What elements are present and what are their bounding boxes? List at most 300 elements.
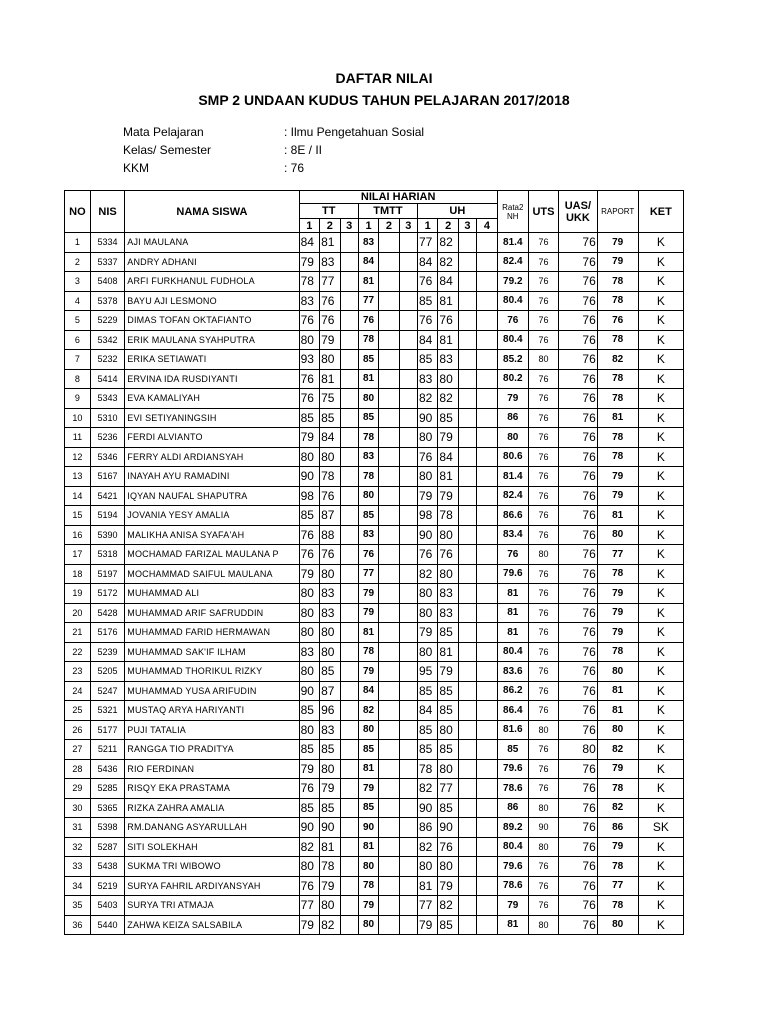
cell-uh-1: 76	[417, 272, 437, 292]
cell-tmtt-2	[379, 506, 399, 526]
cell-uas: 76	[559, 428, 598, 448]
cell-uh-1: 79	[417, 623, 437, 643]
cell-tt-3	[340, 486, 358, 506]
cell-tmtt-3	[399, 759, 417, 779]
cell-ket: K	[638, 720, 683, 740]
cell-ket: K	[638, 506, 683, 526]
cell-raport: 78	[597, 779, 638, 799]
cell-tmtt-1: 77	[358, 564, 378, 584]
cell-nis: 5436	[90, 759, 124, 779]
cell-uh-4	[477, 584, 498, 604]
cell-no: 13	[65, 467, 91, 487]
cell-tt-3	[340, 603, 358, 623]
cell-ket: K	[638, 428, 683, 448]
cell-no: 16	[65, 525, 91, 545]
cell-tmtt-2	[379, 740, 399, 760]
cell-uh-1: 80	[417, 428, 437, 448]
cell-nis: 5310	[90, 408, 124, 428]
cell-no: 21	[65, 623, 91, 643]
cell-nis: 5176	[90, 623, 124, 643]
cell-uh-2: 82	[438, 896, 458, 916]
col-header-tt: TT	[299, 204, 358, 219]
cell-tt-3	[340, 291, 358, 311]
cell-ket: K	[638, 467, 683, 487]
cell-tmtt-3	[399, 408, 417, 428]
cell-tmtt-3	[399, 818, 417, 838]
cell-tmtt-3	[399, 642, 417, 662]
cell-uh-1: 84	[417, 330, 437, 350]
cell-nis: 5438	[90, 857, 124, 877]
cell-uts: 76	[528, 272, 558, 292]
cell-uh-2: 82	[438, 252, 458, 272]
cell-raport: 79	[597, 252, 638, 272]
cell-tt-1: 83	[299, 642, 319, 662]
cell-rata: 79.2	[497, 272, 528, 292]
cell-uh-4	[477, 369, 498, 389]
cell-uas: 76	[559, 857, 598, 877]
cell-uh-1: 78	[417, 759, 437, 779]
cell-nis: 5177	[90, 720, 124, 740]
cell-nama: AJI MAULANA	[125, 233, 299, 253]
cell-uh-2: 84	[438, 272, 458, 292]
cell-uh-3	[458, 350, 476, 370]
table-row	[65, 662, 684, 682]
cell-tt-3	[340, 369, 358, 389]
cell-uh-4	[477, 837, 498, 857]
cell-rata: 81.4	[497, 467, 528, 487]
cell-uts: 80	[528, 720, 558, 740]
cell-nis: 5343	[90, 389, 124, 409]
cell-ket: K	[638, 233, 683, 253]
grades-table	[64, 190, 684, 935]
cell-tt-3	[340, 759, 358, 779]
cell-raport: 79	[597, 233, 638, 253]
cell-ket: K	[638, 876, 683, 896]
cell-no: 25	[65, 701, 91, 721]
cell-nis: 5346	[90, 447, 124, 467]
cell-nama: INAYAH AYU RAMADINI	[125, 467, 299, 487]
cell-uts: 76	[528, 662, 558, 682]
cell-tt-3	[340, 233, 358, 253]
cell-tt-2: 83	[320, 720, 340, 740]
cell-rata: 83.6	[497, 662, 528, 682]
cell-rata: 85.2	[497, 350, 528, 370]
table-row	[65, 740, 684, 760]
document-subtitle: SMP 2 UNDAAN KUDUS TAHUN PELAJARAN 2017/2018	[198, 92, 570, 108]
cell-uh-1: 90	[417, 408, 437, 428]
cell-nis: 5318	[90, 545, 124, 565]
cell-uh-1: 77	[417, 233, 437, 253]
cell-tmtt-2	[379, 623, 399, 643]
cell-ket: K	[638, 525, 683, 545]
cell-uh-2: 83	[438, 584, 458, 604]
cell-ket: K	[638, 642, 683, 662]
cell-uts: 76	[528, 857, 558, 877]
cell-nama: MUSTAQ ARYA HARIYANTI	[125, 701, 299, 721]
cell-uh-2: 82	[438, 389, 458, 409]
cell-uh-4	[477, 525, 498, 545]
cell-no: 22	[65, 642, 91, 662]
cell-raport: 78	[597, 330, 638, 350]
cell-uh-2: 80	[438, 369, 458, 389]
cell-tt-2: 80	[320, 564, 340, 584]
cell-tt-3	[340, 740, 358, 760]
cell-tt-2: 80	[320, 623, 340, 643]
col-header-tt-3: 3	[340, 219, 358, 233]
table-row	[65, 369, 684, 389]
cell-tmtt-1: 76	[358, 311, 378, 331]
cell-uh-3	[458, 740, 476, 760]
cell-uh-1: 82	[417, 779, 437, 799]
cell-nis: 5287	[90, 837, 124, 857]
cell-tmtt-1: 84	[358, 681, 378, 701]
cell-tt-1: 80	[299, 857, 319, 877]
cell-ket: K	[638, 662, 683, 682]
cell-uh-4	[477, 701, 498, 721]
cell-nis: 5398	[90, 818, 124, 838]
cell-tmtt-1: 84	[358, 252, 378, 272]
cell-tt-3	[340, 779, 358, 799]
cell-raport: 82	[597, 740, 638, 760]
cell-tmtt-1: 78	[358, 876, 378, 896]
cell-tmtt-1: 90	[358, 818, 378, 838]
cell-no: 30	[65, 798, 91, 818]
cell-uts: 76	[528, 564, 558, 584]
cell-no: 6	[65, 330, 91, 350]
table-row	[65, 759, 684, 779]
cell-uh-3	[458, 447, 476, 467]
cell-tmtt-2	[379, 876, 399, 896]
cell-raport: 80	[597, 662, 638, 682]
cell-uh-1: 84	[417, 252, 437, 272]
cell-tmtt-3	[399, 915, 417, 935]
cell-uh-1: 82	[417, 837, 437, 857]
cell-raport: 79	[597, 837, 638, 857]
cell-uas: 80	[559, 740, 598, 760]
cell-rata: 80.4	[497, 642, 528, 662]
cell-nis: 5229	[90, 311, 124, 331]
cell-uh-1: 90	[417, 525, 437, 545]
cell-tt-1: 93	[299, 350, 319, 370]
cell-uts: 76	[528, 876, 558, 896]
table-row	[65, 857, 684, 877]
cell-tt-2: 76	[320, 291, 340, 311]
cell-uh-1: 83	[417, 369, 437, 389]
table-row	[65, 272, 684, 292]
col-header-tt-1: 1	[299, 219, 319, 233]
cell-tt-1: 79	[299, 564, 319, 584]
table-row	[65, 623, 684, 643]
cell-tmtt-3	[399, 584, 417, 604]
cell-tt-2: 79	[320, 330, 340, 350]
cell-uh-2: 85	[438, 408, 458, 428]
col-header-uas-line1: UAS/	[564, 199, 592, 212]
cell-ket: K	[638, 701, 683, 721]
cell-nama: BAYU AJI LESMONO	[125, 291, 299, 311]
cell-tmtt-2	[379, 564, 399, 584]
cell-uh-1: 81	[417, 876, 437, 896]
cell-uts: 76	[528, 428, 558, 448]
col-header-uas	[559, 191, 598, 233]
cell-tt-1: 79	[299, 915, 319, 935]
cell-uh-2: 79	[438, 428, 458, 448]
cell-uh-4	[477, 740, 498, 760]
cell-no: 7	[65, 350, 91, 370]
cell-nis: 5194	[90, 506, 124, 526]
cell-uts: 80	[528, 837, 558, 857]
cell-rata: 78.6	[497, 876, 528, 896]
cell-tmtt-2	[379, 252, 399, 272]
cell-rata: 85	[497, 740, 528, 760]
cell-nis: 5197	[90, 564, 124, 584]
cell-nis: 5390	[90, 525, 124, 545]
cell-nama: RIO FERDINAN	[125, 759, 299, 779]
col-header-tt-2: 2	[320, 219, 340, 233]
cell-uh-2: 80	[438, 564, 458, 584]
cell-uh-1: 76	[417, 311, 437, 331]
table-row	[65, 779, 684, 799]
cell-uh-3	[458, 252, 476, 272]
cell-rata: 86.6	[497, 506, 528, 526]
cell-tmtt-3	[399, 330, 417, 350]
cell-uts: 76	[528, 584, 558, 604]
col-header-uh: UH	[417, 204, 497, 219]
cell-uh-3	[458, 291, 476, 311]
cell-no: 19	[65, 584, 91, 604]
cell-nama: MOCHAMAD FARIZAL MAULANA P	[125, 545, 299, 565]
cell-tt-2: 80	[320, 447, 340, 467]
cell-uh-2: 81	[438, 642, 458, 662]
cell-nis: 5205	[90, 662, 124, 682]
info-label-kkm: KKM	[123, 161, 150, 175]
cell-tmtt-3	[399, 857, 417, 877]
cell-rata: 82.4	[497, 252, 528, 272]
cell-no: 3	[65, 272, 91, 292]
cell-uh-4	[477, 642, 498, 662]
cell-tt-3	[340, 545, 358, 565]
cell-tmtt-1: 85	[358, 350, 378, 370]
cell-uh-3	[458, 701, 476, 721]
cell-uh-3	[458, 467, 476, 487]
cell-rata: 86.4	[497, 701, 528, 721]
cell-no: 5	[65, 311, 91, 331]
cell-uh-3	[458, 798, 476, 818]
cell-tt-3	[340, 798, 358, 818]
info-value-kkm: : 76	[284, 161, 305, 175]
cell-tmtt-3	[399, 369, 417, 389]
cell-tmtt-3	[399, 681, 417, 701]
cell-tt-3	[340, 428, 358, 448]
cell-uh-3	[458, 311, 476, 331]
cell-tt-2: 80	[320, 350, 340, 370]
table-row	[65, 408, 684, 428]
cell-raport: 78	[597, 857, 638, 877]
cell-tmtt-3	[399, 798, 417, 818]
cell-ket: K	[638, 389, 683, 409]
cell-tt-1: 76	[299, 876, 319, 896]
cell-uh-3	[458, 330, 476, 350]
cell-uh-2: 85	[438, 915, 458, 935]
cell-uh-3	[458, 408, 476, 428]
cell-tmtt-3	[399, 506, 417, 526]
cell-tt-3	[340, 876, 358, 896]
cell-tt-2: 83	[320, 584, 340, 604]
cell-uh-4	[477, 876, 498, 896]
cell-tmtt-2	[379, 272, 399, 292]
table-row	[65, 291, 684, 311]
cell-ket: K	[638, 350, 683, 370]
cell-tt-3	[340, 467, 358, 487]
cell-tt-2: 77	[320, 272, 340, 292]
cell-raport: 79	[597, 486, 638, 506]
cell-uh-4	[477, 623, 498, 643]
table-row	[65, 584, 684, 604]
cell-no: 2	[65, 252, 91, 272]
cell-uts: 76	[528, 681, 558, 701]
cell-rata: 89.2	[497, 818, 528, 838]
cell-tmtt-2	[379, 330, 399, 350]
cell-uas: 76	[559, 252, 598, 272]
cell-tt-1: 80	[299, 662, 319, 682]
cell-rata: 80	[497, 428, 528, 448]
table-row	[65, 720, 684, 740]
cell-uh-4	[477, 506, 498, 526]
cell-uas: 76	[559, 876, 598, 896]
col-header-tmtt-2: 2	[379, 219, 399, 233]
cell-tt-1: 79	[299, 252, 319, 272]
cell-no: 26	[65, 720, 91, 740]
cell-uh-1: 80	[417, 584, 437, 604]
cell-nama: ARFI FURKHANUL FUDHOLA	[125, 272, 299, 292]
cell-uh-2: 80	[438, 720, 458, 740]
cell-uh-2: 79	[438, 662, 458, 682]
cell-tmtt-3	[399, 837, 417, 857]
cell-tt-2: 87	[320, 681, 340, 701]
cell-ket: K	[638, 369, 683, 389]
cell-uas: 76	[559, 272, 598, 292]
cell-uas: 76	[559, 311, 598, 331]
cell-tmtt-2	[379, 603, 399, 623]
cell-raport: 81	[597, 701, 638, 721]
cell-tt-2: 81	[320, 233, 340, 253]
cell-raport: 80	[597, 915, 638, 935]
cell-uh-2: 85	[438, 623, 458, 643]
cell-tmtt-3	[399, 720, 417, 740]
cell-uh-4	[477, 311, 498, 331]
cell-uas: 76	[559, 467, 598, 487]
cell-raport: 77	[597, 876, 638, 896]
cell-no: 32	[65, 837, 91, 857]
cell-raport: 78	[597, 369, 638, 389]
cell-raport: 81	[597, 408, 638, 428]
cell-uh-1: 82	[417, 564, 437, 584]
cell-tt-3	[340, 584, 358, 604]
table-row	[65, 876, 684, 896]
cell-tt-3	[340, 506, 358, 526]
cell-tmtt-2	[379, 681, 399, 701]
cell-uas: 76	[559, 525, 598, 545]
cell-uts: 76	[528, 740, 558, 760]
cell-tmtt-1: 78	[358, 428, 378, 448]
cell-uh-2: 77	[438, 779, 458, 799]
cell-tt-2: 85	[320, 408, 340, 428]
cell-uh-4	[477, 798, 498, 818]
cell-uh-4	[477, 486, 498, 506]
cell-rata: 86.2	[497, 681, 528, 701]
cell-ket: K	[638, 408, 683, 428]
cell-raport: 78	[597, 896, 638, 916]
cell-uh-4	[477, 291, 498, 311]
cell-tt-3	[340, 447, 358, 467]
cell-tmtt-2	[379, 584, 399, 604]
cell-raport: 78	[597, 428, 638, 448]
table-row	[65, 447, 684, 467]
cell-tt-2: 82	[320, 915, 340, 935]
table-row	[65, 486, 684, 506]
cell-tt-3	[340, 525, 358, 545]
cell-no: 27	[65, 740, 91, 760]
cell-uh-2: 83	[438, 350, 458, 370]
cell-ket: K	[638, 798, 683, 818]
cell-tmtt-2	[379, 428, 399, 448]
cell-tt-1: 76	[299, 389, 319, 409]
cell-nis: 5321	[90, 701, 124, 721]
cell-tmtt-1: 81	[358, 623, 378, 643]
cell-tt-1: 79	[299, 759, 319, 779]
cell-tmtt-3	[399, 486, 417, 506]
cell-uts: 76	[528, 291, 558, 311]
cell-no: 15	[65, 506, 91, 526]
cell-ket: K	[638, 837, 683, 857]
cell-tt-3	[340, 642, 358, 662]
cell-rata: 80.2	[497, 369, 528, 389]
cell-tt-1: 76	[299, 779, 319, 799]
cell-uas: 76	[559, 564, 598, 584]
cell-tt-2: 81	[320, 369, 340, 389]
cell-rata: 81	[497, 915, 528, 935]
cell-tt-1: 76	[299, 369, 319, 389]
cell-uh-2: 80	[438, 857, 458, 877]
cell-tmtt-2	[379, 389, 399, 409]
col-header-uh-1: 1	[417, 219, 437, 233]
cell-nama: MUHAMMAD ALI	[125, 584, 299, 604]
table-row	[65, 252, 684, 272]
cell-tt-1: 80	[299, 447, 319, 467]
cell-uh-3	[458, 272, 476, 292]
cell-tt-3	[340, 818, 358, 838]
cell-tt-2: 79	[320, 876, 340, 896]
cell-tmtt-3	[399, 876, 417, 896]
cell-no: 36	[65, 915, 91, 935]
cell-tmtt-3	[399, 564, 417, 584]
cell-tmtt-2	[379, 350, 399, 370]
cell-uh-3	[458, 915, 476, 935]
cell-rata: 86	[497, 408, 528, 428]
cell-tmtt-1: 81	[358, 759, 378, 779]
cell-uh-1: 77	[417, 896, 437, 916]
cell-uh-1: 85	[417, 740, 437, 760]
cell-nama: EVA KAMALIYAH	[125, 389, 299, 409]
cell-nama: ZAHWA KEIZA SALSABILA	[125, 915, 299, 935]
cell-uts: 76	[528, 369, 558, 389]
cell-no: 28	[65, 759, 91, 779]
cell-uh-4	[477, 779, 498, 799]
cell-raport: 79	[597, 467, 638, 487]
cell-tmtt-2	[379, 525, 399, 545]
cell-nama: RM.DANANG ASYARULLAH	[125, 818, 299, 838]
cell-ket: K	[638, 330, 683, 350]
cell-nis: 5337	[90, 252, 124, 272]
